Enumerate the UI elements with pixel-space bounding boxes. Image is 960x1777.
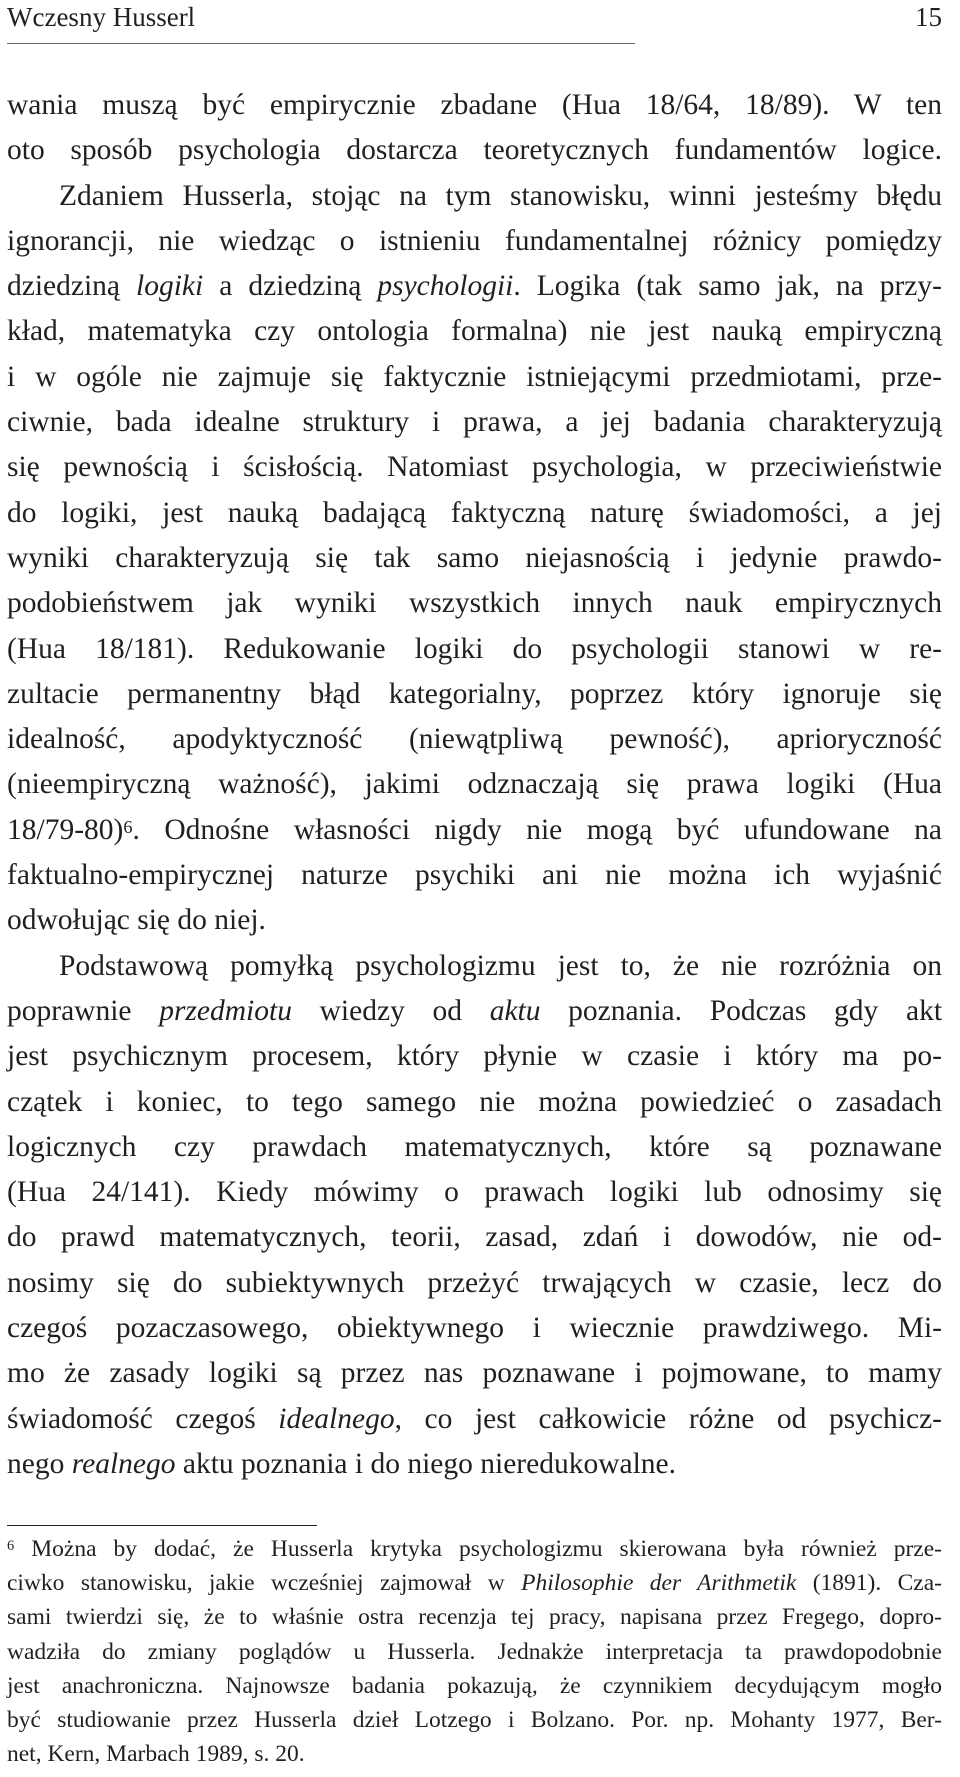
footnote-line	[7, 1600, 942, 1634]
text-segment: czątek i koniec, to tego samego nie można powiedzieć o zasadach	[7, 1085, 942, 1118]
text-segment: (nieempiryczną ważność), jakimi odznaczają się prawa logiki (Hua	[7, 768, 942, 801]
text-segment: poznania. Podczas gdy akt	[540, 994, 943, 1027]
emphasis: logiki	[136, 270, 204, 303]
text-line	[7, 1034, 942, 1079]
footnote-ref: 6	[7, 1538, 15, 1554]
footnote-line	[7, 1566, 942, 1600]
text-segment: ciwko stanowisku, jakie wcześniej zajmował w	[7, 1570, 522, 1597]
running-title: Wczesny Husserl	[7, 2, 196, 32]
footnote-line	[7, 1737, 942, 1771]
footnote-ref: 6	[123, 816, 133, 837]
text-line	[7, 536, 942, 581]
text-segment: jest anachroniczna. Najnowsze badania pokazują, że czynnikiem decydującym mogło	[7, 1672, 942, 1699]
text-line	[7, 1397, 942, 1442]
text-segment: do prawd matematycznych, teorii, zasad, zdań i dowodów, nie od-	[7, 1221, 942, 1254]
page-number: 15	[915, 2, 942, 32]
emphasis: aktu	[489, 994, 541, 1027]
text-segment: wania muszą być empirycznie zbadane (Hua 18/64, 18/89). W ten	[7, 89, 942, 121]
footnote-separator	[7, 1525, 317, 1526]
text-segment: a dziedziną	[203, 270, 378, 303]
text-line	[7, 581, 942, 626]
running-header	[7, 0, 942, 44]
text-segment: idealność, apodyktyczność (niewątpliwą pewność), aprioryczność	[7, 723, 942, 756]
text-line	[7, 1215, 942, 1260]
text-segment: zultacie permanentny błąd kategorialny, poprzez który ignoruje się	[7, 677, 942, 710]
emphasis: psychologii	[377, 270, 514, 303]
text-line	[7, 989, 942, 1034]
text-segment: nosimy się do subiektywnych przeżyć trwających w czasie, lecz do	[7, 1266, 942, 1299]
text-segment: być studiowanie przez Husserla dzieł Lotzego i Bolzano. Por. np. Mohanty 1977, Ber-	[7, 1706, 942, 1733]
footnote-line	[7, 1532, 942, 1566]
text-line	[7, 1306, 942, 1351]
text-segment: (1891). Cza-	[796, 1570, 942, 1597]
text-line	[7, 309, 942, 354]
text-line	[7, 853, 942, 898]
footnote-line	[7, 1703, 942, 1737]
text-line	[7, 491, 942, 536]
emphasis: realnego	[71, 1447, 176, 1480]
footnote-line	[7, 1669, 942, 1703]
text-line	[7, 1261, 942, 1306]
text-segment: i w ogóle nie zajmuje się faktycznie istniejącymi przedmiotami, prze-	[7, 360, 942, 393]
text-segment: nego	[7, 1447, 72, 1480]
text-segment: Można by dodać, że Husserla krytyka psychologizmu skierowana była również prze-	[14, 1536, 942, 1562]
text-line	[7, 355, 942, 400]
text-line	[7, 174, 942, 219]
text-segment: do logiki, jest nauką badającą faktyczną naturę świadomości, a jej	[7, 496, 942, 529]
footnote-6	[7, 1532, 942, 1771]
text-segment: mo że zasady logiki są przez nas poznawane i pojmowane, to mamy	[7, 1357, 942, 1390]
text-line	[7, 219, 942, 264]
text-segment: (Hua 18/181). Redukowanie logiki do psychologii stanowi w re-	[7, 632, 942, 665]
text-segment: podobieństwem jak wyniki wszystkich innych nauk empirycznych	[7, 587, 942, 620]
text-segment: się pewnością i ścisłością. Natomiast psychologia, w przeciwieństwie	[7, 451, 942, 484]
text-segment: faktualno-empirycznej naturze psychiki ani nie można ich wyjaśnić	[7, 859, 942, 892]
text-segment: wadziła do zmiany poglądów u Husserla. Jednakże interpretacja ta prawdopodobnie	[7, 1638, 942, 1665]
text-segment: logicznych czy prawdach matematycznych, które są poznawane	[7, 1130, 942, 1163]
text-line	[7, 1080, 942, 1125]
emphasis: przedmiotu	[159, 994, 292, 1027]
text-segment: poprawnie	[7, 994, 160, 1027]
text-line	[7, 1351, 942, 1396]
text-segment: . Logika (tak samo jak, na przy-	[513, 270, 942, 303]
text-line	[7, 898, 942, 943]
text-line	[7, 1170, 942, 1215]
text-segment: (Hua 24/141). Kiedy mówimy o prawach logiki lub odnosimy się	[7, 1176, 942, 1209]
text-line	[7, 627, 942, 672]
text-segment: ignorancji, nie wiedząc o istnieniu fundamentalnej różnicy pomiędzy	[7, 224, 942, 257]
text-segment: ciwnie, bada idealne struktury i prawa, a jej badania charakteryzują	[7, 406, 942, 439]
text-segment: sami twierdzi się, że to właśnie ostra recenzja tej pracy, napisana przez Fregego, dopro-	[7, 1604, 942, 1631]
text-segment: czegoś pozaczasowego, obiektywnego i wiecznie prawdziwego. Mi-	[7, 1312, 942, 1345]
text-line	[7, 1442, 942, 1487]
text-line	[7, 717, 942, 762]
text-segment: , co jest całkowicie różne od psychicz-	[394, 1402, 942, 1435]
text-line	[7, 808, 942, 853]
text-line	[7, 264, 942, 309]
text-line	[7, 1125, 942, 1170]
text-line	[7, 445, 942, 490]
text-segment: 18/79-80)	[7, 813, 124, 846]
header-rule	[7, 43, 635, 44]
book-page	[7, 0, 943, 1768]
text-line	[7, 672, 942, 717]
text-segment: net, Kern, Marbach 1989, s. 20.	[7, 1741, 305, 1768]
emphasis: Philosophie der Arithmetik	[521, 1570, 797, 1597]
text-segment: wyniki charakteryzują się tak samo niejasnością i jedynie prawdo-	[7, 541, 942, 574]
text-line	[7, 83, 942, 128]
text-segment: aktu poznania i do niego nieredukowalne.	[175, 1447, 677, 1480]
text-line	[7, 400, 942, 445]
text-segment: Zdaniem Husserla, stojąc na tym stanowisku, winni jesteśmy błędu	[59, 179, 942, 212]
text-segment: dziedziną	[7, 270, 137, 303]
text-segment: . Odnośne własności nigdy nie mogą być ufundowane na	[132, 813, 942, 846]
text-segment: oto sposób psychologia dostarcza teoretycznych fundamentów logice.	[7, 134, 942, 167]
text-segment: kład, matematyka czy ontologia formalna) nie jest nauką empiryczną	[7, 315, 942, 348]
text-segment: Podstawową pomyłką psychologizmu jest to, że nie rozróżnia on	[59, 949, 942, 982]
emphasis: idealnego	[278, 1402, 395, 1435]
footnote-line	[7, 1635, 942, 1669]
text-segment: świadomość czegoś	[7, 1402, 279, 1435]
text-line	[7, 762, 942, 807]
text-segment: wiedzy od	[291, 994, 490, 1027]
text-segment: jest psychicznym procesem, który płynie w czasie i który ma po-	[7, 1040, 942, 1073]
body-text	[7, 83, 942, 1487]
text-line	[7, 128, 942, 173]
text-line	[7, 944, 942, 989]
text-segment: odwołując się do niej.	[7, 904, 266, 937]
